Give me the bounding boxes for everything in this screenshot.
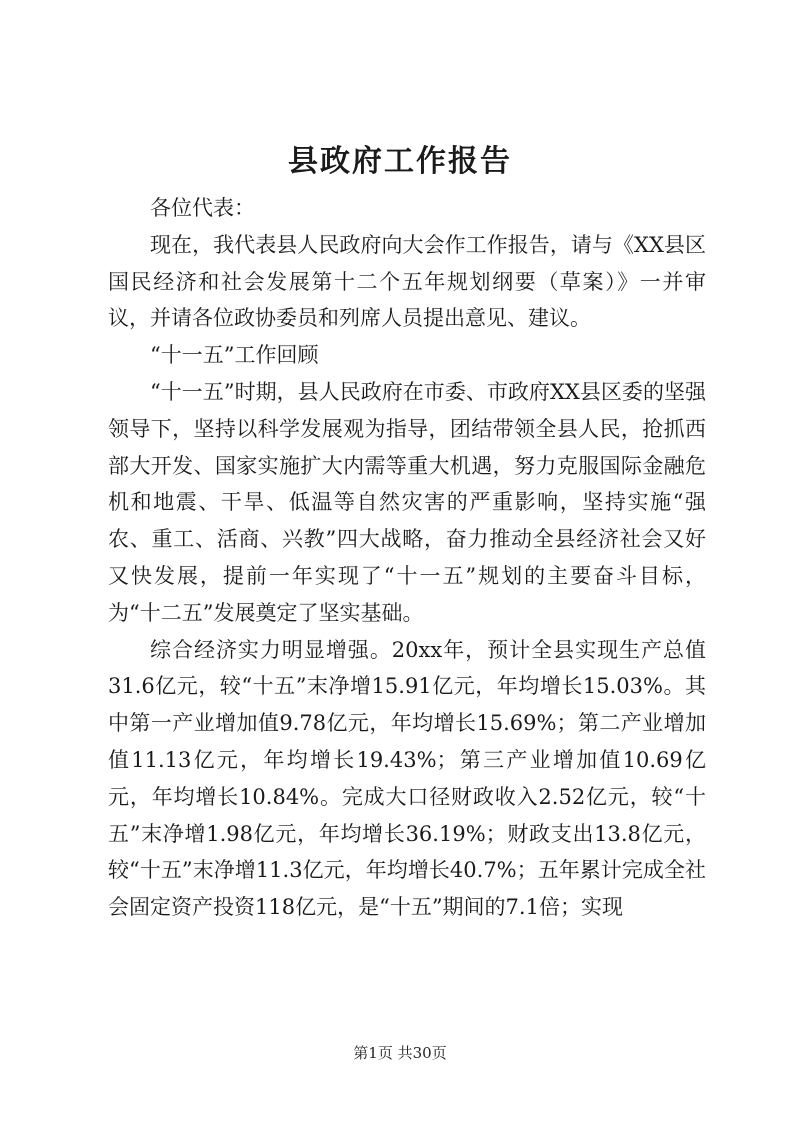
paragraph-intro: 现在，我代表县人民政府向大会作工作报告，请与《XX县区国民经济和社会发展第十二个五年规划纲要（草案）》一并审议，并请各位政协委员和列席人员提出意见、建议。 xyxy=(108,232,706,331)
document-body xyxy=(108,190,706,926)
document-title: 县政府工作报告 xyxy=(288,144,512,179)
paragraph-review: “十一五”时期，县人民政府在市委、市政府XX县区委的坚强领导下，坚持以科学发展观为指导，团结带领全县人民，抢抓西部大开发、国家实施扩大内需等重大机遇，努力克服国际金融危机和地震、干旱、低温等自然灾害的严重影响，坚持实施“强农、重工、活商、兴教”四大战略，奋力推动全县经济社会又好又快发展，提前一年实现了“十一五”规划的主要奋斗目标，为“十二五”发展奠定了坚实基础。 xyxy=(108,379,706,625)
page-footer: 第1页 共30页 xyxy=(353,1044,447,1062)
section-heading: “十一五”工作回顾 xyxy=(150,343,319,368)
paragraph-economy: 综合经济实力明显增强。20xx年，预计全县实现生产总值31.6亿元，较“十五”末净增15.91亿元，年均增长15.03%。其中第一产业增加值9.78亿元，年均增长15.69%；第二产业增加值11.13亿元，年均增长19.43%；第三产业增加值10.69亿元，年均增长10.84%。完成大口径财政收入2.52亿元，较“十五”末净增1.98亿元，年均增长36.19%；财政支出13.8亿元，较“十五”末净增11.3亿元，年均增长40.7%；五年累计完成全社会固定资产投资118亿元，是“十五”期间的7.1倍；实现 xyxy=(108,637,706,920)
salutation: 各位代表： xyxy=(150,196,255,220)
